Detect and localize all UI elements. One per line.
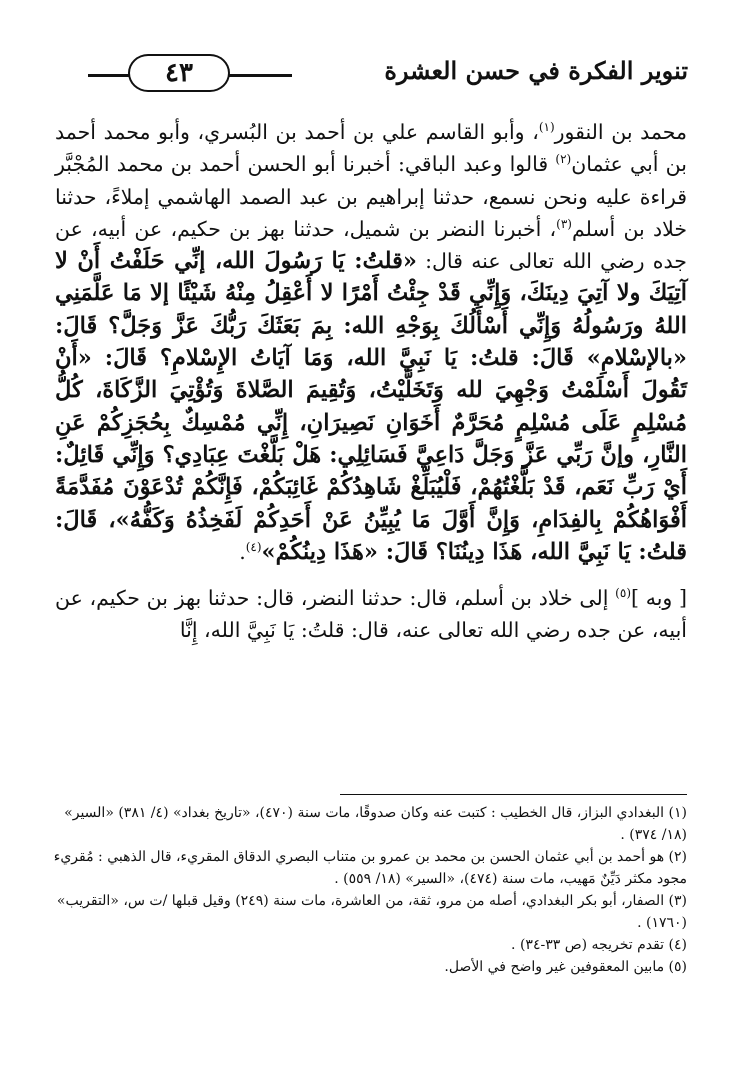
footnote-marker-1: (١) [538, 120, 555, 135]
footnote-1: (١) البغدادي البزاز، قال الخطيب : كتبت عنه وكان صدوقًا، مات سنة (٤٧٠)، «تاريخ بغداد» (٤/ ٣٨١) «السير» (١٨/ ٣٧٤) . [64, 805, 687, 843]
text-run: . [239, 539, 246, 564]
paragraph-1 [55, 116, 687, 568]
hadith-text-continued: ، قَالَ: قلتُ: يَا نَبِيَّ الله، هَذَا دِينُنَا؟ قَالَ: [55, 506, 687, 565]
header-rule-right [228, 74, 292, 77]
hadith-quote-short: «هَذَا دِينُكُمْ» [261, 538, 378, 565]
footnotes [38, 802, 687, 978]
footnote-2: (٢) هو أحمد بن أبي عثمان الحسن بن محمد بن عمرو بن متناب البصري الدقاق المقريء، قال الذهبي : مُقريء مجود مكثر دَيِّنٌ مَهيب، مات سنة (٤٧٤)، «السير» (١٨/ ٥٥٩) . [53, 849, 687, 887]
footnote-marker-5: (٥) [615, 586, 631, 601]
text-run: إلى خلاد بن أسلم، قال: حدثنا النضر، قال: حدثنا بهز بن حكيم، عن أبيه، عن جده رضي الله تعالى عنه، قال: قلتُ: يَا نَبِيَّ الله، إِنَّا [55, 586, 687, 643]
text-run: محمد بن النقور [554, 120, 687, 144]
page-header [88, 52, 688, 96]
footnote-4: (٤) تقدم تخريجه (ص ٣٣-٣٤) . [511, 937, 687, 953]
text-run: قالوا وعبد الباقي: أخبرنا أبو الحسن أحمد بن محمد المُجْبَّر قراءة عليه ونحن نسمع، حدثنا إبراهيم بن عبد الصمد الهاشمي إملاءً، حدثنا خلاد بن أسلم [55, 152, 687, 241]
text-run: ، وأبو القاسم علي بن أحمد بن البُسري، وأبو محمد أحمد بن أبي عثمان [55, 120, 687, 177]
paragraph-2 [55, 582, 687, 647]
footnote-marker-3: (٣) [556, 217, 572, 232]
footnote-marker-2: (٢) [555, 152, 572, 167]
text-run: ، أخبرنا النضر بن شميل، حدثنا بهز بن حكيم، عن أبيه، عن جده رضي الله تعالى عنه قال: [55, 216, 687, 274]
footnote-3: (٣) الصفار، أبو بكر البغدادي، أصله من مرو، ثقة، من العاشرة، مات سنة (٢٤٩) وقيل قبلها /ت س، «التقريب» (١٧٦٠) . [56, 893, 687, 931]
header-rule-left [88, 74, 130, 77]
page-number: ٤٣ [165, 58, 193, 88]
hadith-text: «قلتُ: يَا رَسُولَ الله، إنِّي حَلَفْتُ أَنْ لا آتِيَكَ ولا آتِيَ دِينَكَ، وَإِنِّي قَدْ جِئْتُ أَمْرًا لا أَعْقِلُ مِنْهُ شَيْئًا إلا مَا عَلَّمَنِي اللهُ ورَسُولُهُ وَإِنِّي أَسْأَلُكَ بِوَجْهِ الله: بِمَ بَعَثَكَ رَبُّكَ عَزَّ وَجَلَّ؟ قَالَ: «بالإسْلامِ» قَالَ: قلتُ: يَا نَبِيَّ الله، وَمَا آيَاتُ الإِسْلامِ؟ قَالَ: «أَنْ تَقُولَ أَسْلَمْتُ وَجْهِيَ لله وَتَخَلَّيْتُ، وَتُقِيمَ الصَّلاةَ وَتُؤْتِيَ الزَّكَاةَ، كُلُّ مُسْلِمٍ عَلَى مُسْلِمٍ مُحَرَّمٌ أَخَوَانِ نَصِيرَانِ، إِنِّي مُمْسِكٌ بِحُجَزِكُمْ عَنِ النَّارِ، وإنَّ رَبِّي عَزَّ وَجَلَّ دَاعِيَّ فَسَائِلِي: هَلْ بَلَّغْتَ عِبَادِي؟ وَإِنِّي قَائِلٌ: أَيْ رَبِّ نَعَم، قَدْ بَلَّغْتُهُمْ، فَلْيُبَلِّغْ شَاهِدُكُمْ غَائِبَكُمْ، فَإِنَّكُمْ تُدْعَوْنَ مُفَدَّمَةً أَفْوَاهُكُمْ بِالفِدَامِ، وَإِنَّ أَوَّلَ مَا يُبِيِّنُ عَنْ أَحَدِكُمْ لَفَخِذُهُ وَكَفُّهُ» [55, 248, 687, 533]
page-number-badge [128, 54, 230, 92]
main-text [55, 116, 687, 647]
footnote-marker-4: (٤) [245, 540, 262, 555]
footnote-separator [340, 794, 687, 795]
text-run: [ وبه ] [631, 586, 687, 611]
running-title: تنوير الفكرة في حسن العشرة [384, 56, 688, 85]
footnote-5: (٥) مابين المعقوفين غير واضح في الأصل. [444, 959, 687, 975]
